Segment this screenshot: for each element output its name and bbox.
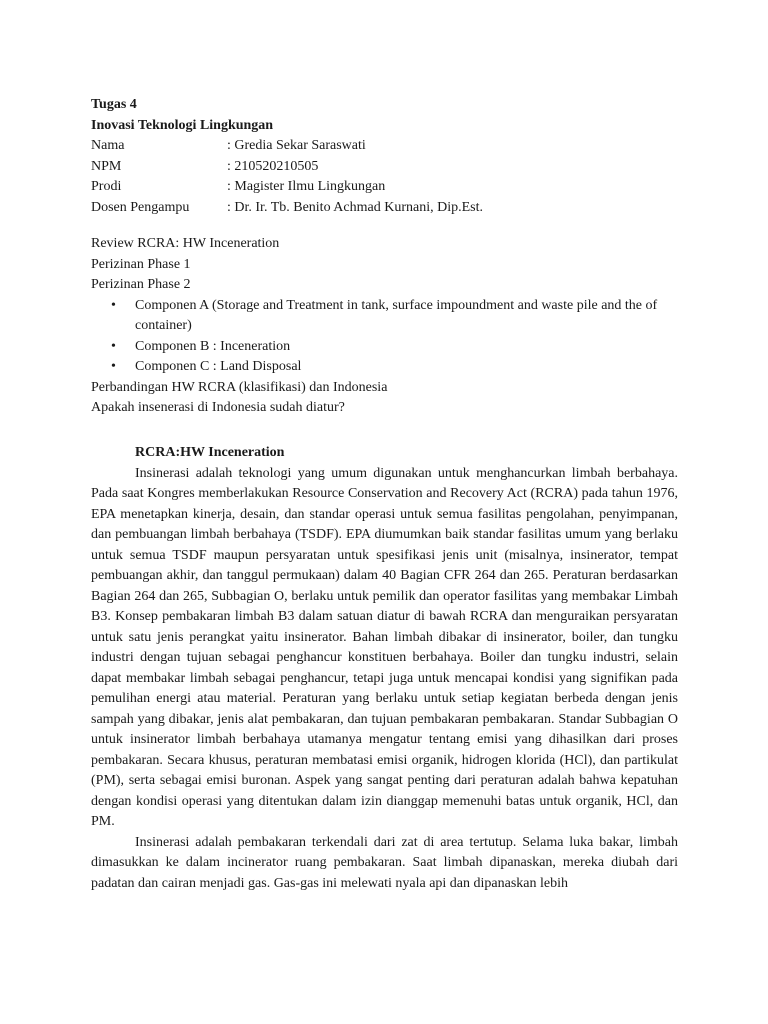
- info-label: Dosen Pengampu: [91, 199, 190, 215]
- document-header: [91, 95, 678, 136]
- list-item: • Componen C : Land Disposal: [91, 357, 678, 378]
- main-section: [91, 443, 678, 894]
- outline-line: Perbandingan HW RCRA (klasifikasi) dan Indonesia: [91, 379, 388, 395]
- course-title: Inovasi Teknologi Lingkungan: [91, 117, 274, 133]
- info-label: NPM: [91, 158, 122, 174]
- outline-line: Review RCRA: HW Inceneration: [91, 236, 280, 251]
- info-value: : Magister Ilmu Lingkungan: [227, 179, 386, 194]
- info-value: : 210520210505: [227, 158, 319, 174]
- info-row-dosen: [91, 198, 678, 219]
- info-value: : Gredia Sekar Saraswati: [227, 138, 366, 153]
- list-item: • Componen A (Storage and Treatment in tank, surface impoundment and waste pile and the of container): [91, 296, 678, 337]
- outline: [91, 234, 678, 419]
- info-row-name: [91, 136, 678, 157]
- section-heading: RCRA:HW Inceneration: [135, 445, 285, 460]
- list-item: • Componen B : Inceneration: [91, 337, 678, 358]
- outline-line: Apakah insenerasi di Indonesia sudah diatur?: [91, 400, 345, 415]
- assignment-title: Tugas 4: [91, 97, 137, 112]
- info-value: : Dr. Ir. Tb. Benito Achmad Kurnani, Dip.Est.: [227, 199, 483, 215]
- component-list: [91, 296, 678, 378]
- info-label: Nama: [91, 138, 125, 153]
- body-paragraph: Insinerasi adalah pembakaran terkendali dari zat di area tertutup. Selama luka bakar, limbah dimasukkan ke dalam incinerator ruang pembakaran. Saat limbah dipanaskan, mereka diubah dari padatan dan cairan menjadi gas. Gas-gas ini melewati nyala api dan dipanaskan lebih: [91, 834, 678, 891]
- outline-line: Perizinan Phase 1: [91, 256, 191, 272]
- body-paragraph: Insinerasi adalah teknologi yang umum digunakan untuk menghancurkan limbah berbahaya. Pada saat Kongres memberlakukan Resource Conservation and Recovery Act (RCRA) pada tahun 1976, EPA menetapkan kinerja, desain, dan standar operasi untuk semua fasilitas pengolahan, penyimpanan, dan pembuangan limbah berbahaya (TSDF). EPA diumumkan baik standar fasilitas umum yang berlaku untuk semua TSDF maupun persyaratan untuk spesifikasi jenis unit (misalnya, insinerator, tempat pembuangan akhir, dan tanggul permukaan) dalam 40 Bagian CFR 264 dan 265. Peraturan berdasarkan Bagian 264 dan 265, Subbagian O, berlaku untuk pemilik dan operator fasilitas yang membakar Limbah B3. Konsep pembakaran limbah B3 dalam satuan diatur di bawah RCRA dan menguraikan persyaratan untuk satu jenis perangkat yaitu insinerator. Bahan limbah dibakar di insinerator, boiler, dan tungku industri dengan tujuan sebagai penghancur konstituen berbahaya. Boiler dan tungku industri, selain dapat membakar limbah sebagai penghancur, tetapi juga untuk mencapai kondisi yang signifikan pada pemulihan energi atau material. Peraturan yang berlaku untuk setiap kegiatan berbeda dengan jenis sampah yang dibakar, jenis alat pembakaran, dan tujuan pembakaran pembakaran. Standar Subbagian O untuk insinerator limbah berbahaya utamanya mengatur tentang emisi yang dihasilkan dari proses pembakaran. Secara khusus, peraturan membatasi emisi organik, hidrogen klorida (HCl), dan partikulat (PM), serta sebagai emisi buronan. Aspek yang sangat penting dari peraturan adalah bahwa kepatuhan dengan kondisi operasi yang ditentukan dalam izin dianggap memenuhi batas untuk organik, HCl, dan PM.: [91, 465, 678, 829]
- info-row-prodi: [91, 177, 678, 198]
- info-label: Prodi: [91, 179, 122, 194]
- info-row-npm: [91, 157, 678, 178]
- student-info: [91, 136, 678, 218]
- outline-line: Perizinan Phase 2: [91, 277, 191, 292]
